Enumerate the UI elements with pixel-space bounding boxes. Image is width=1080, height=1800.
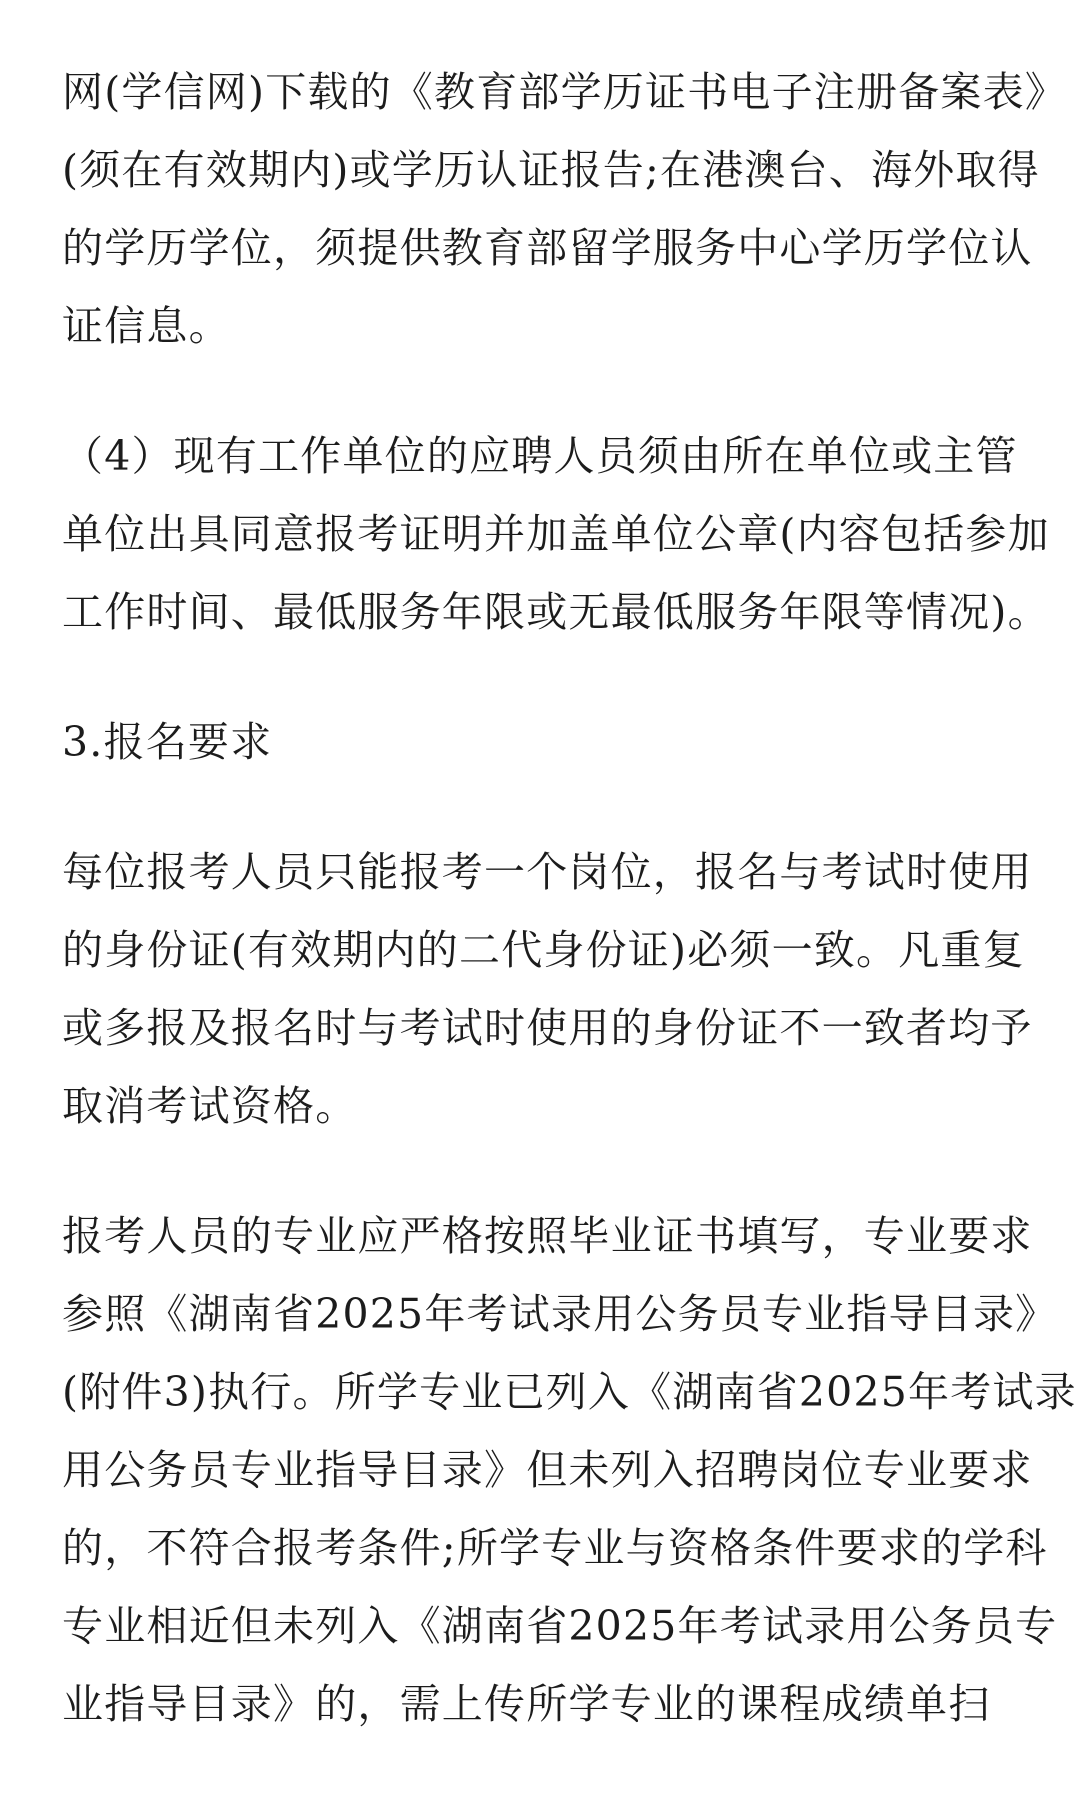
text-line: 单位出具同意报考证明并加盖单位公章(内容包括参加 — [62, 510, 1050, 558]
text-line: 网(学信网)下载的《教育部学历证书电子注册备案表》 — [62, 68, 1067, 116]
section-heading: 3.报名要求 — [62, 718, 273, 766]
text-line: 报考人员的专业应严格按照毕业证书填写，专业要求 — [62, 1212, 1033, 1260]
text-line: 的学历学位，须提供教育部留学服务中心学历学位认 — [62, 224, 1033, 272]
text-line: (附件3)执行。所学专业已列入《湖南省2025年考试录 — [62, 1368, 1077, 1416]
text-line: (须在有效期内)或学历认证报告;在港澳台、海外取得 — [62, 146, 1040, 194]
text-line: （4）现有工作单位的应聘人员须由所在单位或主管 — [62, 432, 1018, 480]
text-line: 工作时间、最低服务年限或无最低服务年限等情况)。 — [62, 588, 1050, 636]
text-line: 的，不符合报考条件;所学专业与资格条件要求的学科 — [62, 1524, 1048, 1572]
text-line: 专业相近但未列入《湖南省2025年考试录用公务员专 — [62, 1602, 1058, 1650]
text-line: 证信息。 — [62, 302, 231, 350]
text-line: 的身份证(有效期内的二代身份证)必须一致。凡重复 — [62, 926, 1025, 974]
text-line: 用公务员专业指导目录》但未列入招聘岗位专业要求 — [62, 1446, 1033, 1494]
text-line: 业指导目录》的，需上传所学专业的课程成绩单扫 — [62, 1680, 991, 1728]
text-line: 取消考试资格。 — [62, 1082, 358, 1130]
text-line: 参照《湖南省2025年考试录用公务员专业指导目录》 — [62, 1290, 1058, 1338]
text-line: 每位报考人员只能报考一个岗位，报名与考试时使用 — [62, 848, 1033, 896]
text-line: 或多报及报名时与考试时使用的身份证不一致者均予 — [62, 1004, 1033, 1052]
